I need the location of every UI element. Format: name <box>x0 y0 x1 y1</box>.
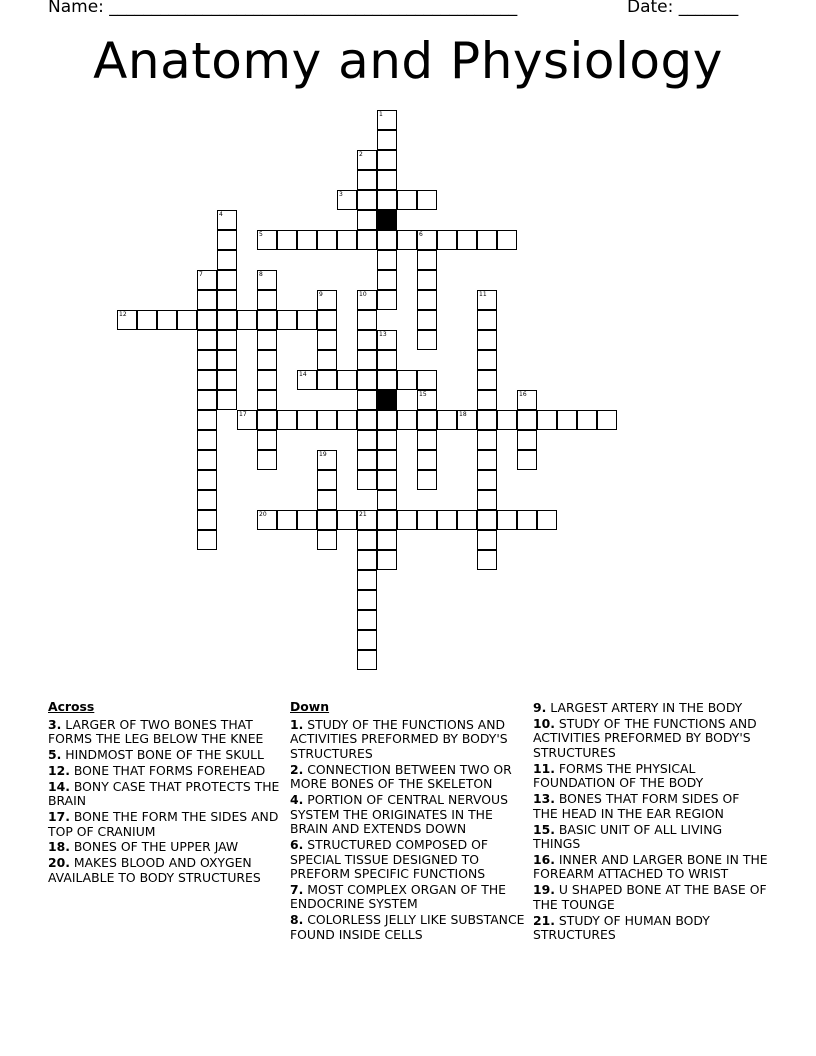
grid-cell[interactable] <box>357 310 377 330</box>
grid-cell[interactable] <box>317 370 337 390</box>
grid-cell[interactable] <box>237 410 257 430</box>
grid-cell[interactable] <box>357 370 377 390</box>
grid-cell[interactable] <box>357 510 377 530</box>
grid-cell[interactable] <box>377 490 397 510</box>
clue-item-text: STRUCTURED COMPOSED OF SPECIAL TISSUE DESIGNED TO PREFORM SPECIFIC FUNCTIONS <box>290 836 488 882</box>
clue-item <box>290 793 525 837</box>
grid-cell[interactable] <box>317 410 337 430</box>
clue-item-text: CONNECTION BETWEEN TWO OR MORE BONES OF THE SKELETON <box>290 761 512 792</box>
grid-cell[interactable] <box>277 230 297 250</box>
grid-cell[interactable] <box>417 310 437 330</box>
grid-cell[interactable] <box>357 610 377 630</box>
grid-cell[interactable] <box>257 370 277 390</box>
grid-cell[interactable] <box>497 230 517 250</box>
grid-cell[interactable] <box>317 310 337 330</box>
grid-cell[interactable] <box>477 370 497 390</box>
clue-item-text: STUDY OF THE FUNCTIONS AND ACTIVITIES PREFORMED BY BODY'S STRUCTURES <box>533 715 757 760</box>
grid-cell[interactable] <box>557 410 577 430</box>
grid-cell[interactable] <box>517 450 537 470</box>
grid-cell[interactable] <box>357 330 377 350</box>
clue-item <box>533 792 768 821</box>
grid-cell[interactable] <box>357 190 377 210</box>
clue-number: 7 <box>199 271 203 278</box>
grid-cell[interactable] <box>377 110 397 130</box>
clue-item <box>48 748 283 763</box>
grid-cell[interactable] <box>197 510 217 530</box>
across-clues <box>48 700 283 886</box>
grid-cell[interactable] <box>477 450 497 470</box>
grid-cell[interactable] <box>197 290 217 310</box>
clue-item-number: 16. <box>533 851 555 867</box>
clue-item-text: BONE THE FORM THE SIDES AND TOP OF CRANIUM <box>48 808 279 839</box>
down-heading: Down <box>290 699 330 714</box>
grid-cell[interactable] <box>477 530 497 550</box>
clue-number: 10 <box>359 291 367 298</box>
grid-cell[interactable] <box>357 350 377 370</box>
grid-cell[interactable] <box>477 490 497 510</box>
grid-cell[interactable] <box>337 410 357 430</box>
grid-cell[interactable] <box>477 390 497 410</box>
black-square <box>377 390 397 410</box>
grid-cell[interactable] <box>377 230 397 250</box>
clue-item <box>533 853 768 882</box>
grid-cell[interactable] <box>357 410 377 430</box>
grid-cell[interactable] <box>417 290 437 310</box>
grid-cell[interactable] <box>157 310 177 330</box>
grid-cell[interactable] <box>277 310 297 330</box>
clue-item-text: MOST COMPLEX ORGAN OF THE ENDOCRINE SYSTEM <box>290 881 507 912</box>
grid-cell[interactable] <box>197 450 217 470</box>
clue-number: 3 <box>339 191 343 198</box>
grid-cell[interactable] <box>217 250 237 270</box>
clue-item <box>48 764 283 779</box>
name-field-label[interactable]: Name: ________________________________________________ <box>48 0 518 17</box>
clue-item <box>533 717 768 761</box>
grid-cell[interactable] <box>277 410 297 430</box>
grid-cell[interactable] <box>377 350 397 370</box>
grid-cell[interactable] <box>357 530 377 550</box>
grid-cell[interactable] <box>137 310 157 330</box>
clue-item-text: BONY CASE THAT PROTECTS THE BRAIN <box>48 778 280 809</box>
grid-cell[interactable] <box>357 550 377 570</box>
grid-cell[interactable] <box>217 230 237 250</box>
clue-item-text: MAKES BLOOD AND OXYGEN AVAILABLE TO BODY STRUCTURES <box>48 855 261 885</box>
grid-cell[interactable] <box>377 330 397 350</box>
grid-cell[interactable] <box>197 470 217 490</box>
clue-item-number: 13. <box>533 791 555 807</box>
clue-item-number: 5. <box>48 746 62 762</box>
clue-item-text: LARGER OF TWO BONES THAT FORMS THE LEG BELOW THE KNEE <box>48 716 264 747</box>
puzzle-title: Anatomy and Physiology <box>93 32 723 90</box>
clue-item-number: 20. <box>48 855 70 871</box>
grid-cell[interactable] <box>417 450 437 470</box>
clue-item-text: HINDMOST BONE OF THE SKULL <box>61 746 264 762</box>
grid-cell[interactable] <box>197 430 217 450</box>
grid-cell[interactable] <box>357 630 377 650</box>
grid-cell[interactable] <box>517 510 537 530</box>
clue-item <box>48 840 283 855</box>
grid-cell[interactable] <box>217 350 237 370</box>
grid-cell[interactable] <box>397 370 417 390</box>
grid-cell[interactable] <box>377 270 397 290</box>
grid-cell[interactable] <box>477 510 497 530</box>
grid-cell[interactable] <box>417 430 437 450</box>
clue-item-number: 18. <box>48 839 70 855</box>
grid-cell[interactable] <box>257 450 277 470</box>
grid-cell[interactable] <box>197 530 217 550</box>
clue-number: 17 <box>239 411 247 418</box>
grid-cell[interactable] <box>257 270 277 290</box>
grid-cell[interactable] <box>297 510 317 530</box>
grid-cell[interactable] <box>257 350 277 370</box>
date-field-label[interactable]: Date: _______ <box>627 0 739 17</box>
clue-item-text: COLORLESS JELLY LIKE SUBSTANCE FOUND INSIDE CELLS <box>290 912 525 942</box>
clue-item-number: 3. <box>48 716 62 732</box>
grid-cell[interactable] <box>257 430 277 450</box>
grid-cell[interactable] <box>437 410 457 430</box>
down-clue-list <box>290 718 525 943</box>
clue-number: 9 <box>319 291 323 298</box>
clue-number: 13 <box>379 331 387 338</box>
grid-cell[interactable] <box>337 370 357 390</box>
grid-cell[interactable] <box>337 230 357 250</box>
clue-number: 2 <box>359 151 363 158</box>
grid-cell[interactable] <box>477 430 497 450</box>
grid-cell[interactable] <box>357 650 377 670</box>
clue-item-number: 11. <box>533 760 555 776</box>
grid-cell[interactable] <box>337 510 357 530</box>
grid-cell[interactable] <box>257 410 277 430</box>
grid-cell[interactable] <box>317 490 337 510</box>
grid-cell[interactable] <box>317 510 337 530</box>
clue-number: 16 <box>519 391 527 398</box>
grid-cell[interactable] <box>477 470 497 490</box>
grid-cell[interactable] <box>377 550 397 570</box>
grid-cell[interactable] <box>457 410 477 430</box>
clue-item <box>48 718 283 747</box>
grid-cell[interactable] <box>257 330 277 350</box>
clue-item <box>48 856 283 885</box>
clue-item-text: BONES OF THE UPPER JAW <box>69 839 239 855</box>
clue-item-text: LARGEST ARTERY IN THE BODY <box>546 700 743 715</box>
grid-cell[interactable] <box>257 510 277 530</box>
grid-cell[interactable] <box>297 410 317 430</box>
clue-item-text: BONES THAT FORM SIDES OF THE HEAD IN THE EAR REGION <box>533 791 740 821</box>
grid-cell[interactable] <box>377 290 397 310</box>
grid-cell[interactable] <box>217 270 237 290</box>
grid-cell[interactable] <box>377 150 397 170</box>
grid-cell[interactable] <box>477 350 497 370</box>
grid-cell[interactable] <box>217 290 237 310</box>
grid-cell[interactable] <box>197 490 217 510</box>
clue-item-number: 7. <box>290 881 304 897</box>
grid-cell[interactable] <box>357 290 377 310</box>
grid-cell[interactable] <box>397 510 417 530</box>
clue-number: 19 <box>319 451 327 458</box>
grid-cell[interactable] <box>217 390 237 410</box>
clue-item-number: 10. <box>533 715 555 731</box>
grid-cell[interactable] <box>297 370 317 390</box>
clue-item <box>290 718 525 762</box>
grid-cell[interactable] <box>197 390 217 410</box>
clue-item-number: 8. <box>290 912 304 928</box>
grid-cell[interactable] <box>357 170 377 190</box>
grid-cell[interactable] <box>477 310 497 330</box>
grid-cell[interactable] <box>197 370 217 390</box>
grid-cell[interactable] <box>377 250 397 270</box>
grid-cell[interactable] <box>217 370 237 390</box>
grid-cell[interactable] <box>257 290 277 310</box>
grid-cell[interactable] <box>357 430 377 450</box>
clue-number: 1 <box>379 111 383 118</box>
grid-cell[interactable] <box>257 310 277 330</box>
clue-item <box>533 701 768 716</box>
clue-item-number: 1. <box>290 716 304 732</box>
clue-item <box>290 913 525 942</box>
clue-number: 18 <box>459 411 467 418</box>
clue-item-text: BONE THAT FORMS FOREHEAD <box>69 762 266 778</box>
clue-number: 6 <box>419 231 423 238</box>
grid-cell[interactable] <box>477 410 497 430</box>
clue-item-text: INNER AND LARGER BONE IN THE FOREARM ATTACHED TO WRIST <box>533 851 768 882</box>
grid-cell[interactable] <box>217 330 237 350</box>
grid-cell[interactable] <box>377 370 397 390</box>
grid-cell[interactable] <box>517 430 537 450</box>
grid-cell[interactable] <box>317 450 337 470</box>
grid-cell[interactable] <box>197 270 217 290</box>
grid-cell[interactable] <box>317 330 337 350</box>
grid-cell[interactable] <box>377 190 397 210</box>
grid-cell[interactable] <box>377 470 397 490</box>
grid-cell[interactable] <box>477 230 497 250</box>
grid-cell[interactable] <box>377 410 397 430</box>
grid-cell[interactable] <box>377 430 397 450</box>
grid-cell[interactable] <box>237 310 257 330</box>
grid-cell[interactable] <box>357 210 377 230</box>
grid-cell[interactable] <box>297 230 317 250</box>
clue-item <box>290 838 525 882</box>
grid-cell[interactable] <box>377 510 397 530</box>
clue-number: 4 <box>219 211 223 218</box>
grid-cell[interactable] <box>357 230 377 250</box>
grid-cell[interactable] <box>357 470 377 490</box>
clue-item <box>290 763 525 792</box>
grid-cell[interactable] <box>417 370 437 390</box>
grid-cell[interactable] <box>417 330 437 350</box>
grid-cell[interactable] <box>317 470 337 490</box>
clue-number: 20 <box>259 511 267 518</box>
grid-cell[interactable] <box>317 350 337 370</box>
clue-item-number: 12. <box>48 762 70 778</box>
down-clue-list-continued <box>533 701 768 943</box>
clue-item-number: 6. <box>290 836 304 852</box>
grid-cell[interactable] <box>477 290 497 310</box>
across-heading: Across <box>48 699 95 714</box>
grid-cell[interactable] <box>417 270 437 290</box>
grid-cell[interactable] <box>257 390 277 410</box>
grid-cell[interactable] <box>317 530 337 550</box>
grid-cell[interactable] <box>197 410 217 430</box>
grid-cell[interactable] <box>357 570 377 590</box>
clue-item <box>533 914 768 943</box>
clue-item-text: FORMS THE PHYSICAL FOUNDATION OF THE BODY <box>533 760 704 791</box>
grid-cell[interactable] <box>537 510 557 530</box>
grid-cell[interactable] <box>597 410 617 430</box>
grid-cell[interactable] <box>397 190 417 210</box>
clue-number: 11 <box>479 291 487 298</box>
grid-cell[interactable] <box>397 230 417 250</box>
grid-cell[interactable] <box>477 330 497 350</box>
clue-item-number: 2. <box>290 761 304 777</box>
grid-cell[interactable] <box>437 510 457 530</box>
grid-cell[interactable] <box>457 230 477 250</box>
clue-number: 12 <box>119 311 127 318</box>
grid-cell[interactable] <box>417 410 437 430</box>
clue-number: 8 <box>259 271 263 278</box>
clue-item-text: STUDY OF THE FUNCTIONS AND ACTIVITIES PREFORMED BY BODY'S STRUCTURES <box>290 716 508 761</box>
grid-cell[interactable] <box>417 390 437 410</box>
grid-cell[interactable] <box>257 230 277 250</box>
grid-cell[interactable] <box>297 310 317 330</box>
grid-cell[interactable] <box>357 590 377 610</box>
clue-item-number: 19. <box>533 882 555 898</box>
clue-item-text: U SHAPED BONE AT THE BASE OF THE TOUNGE <box>533 882 767 912</box>
grid-cell[interactable] <box>117 310 137 330</box>
grid-cell[interactable] <box>457 510 477 530</box>
clue-item-text: PORTION OF CENTRAL NERVOUS SYSTEM THE ORIGINATES IN THE BRAIN AND EXTENDS DOWN <box>290 791 508 837</box>
across-clue-list <box>48 718 283 886</box>
clue-number: 14 <box>299 371 307 378</box>
grid-cell[interactable] <box>497 410 517 430</box>
clue-item-number: 21. <box>533 912 555 928</box>
grid-cell[interactable] <box>357 450 377 470</box>
grid-cell[interactable] <box>417 250 437 270</box>
down-clues <box>290 700 525 944</box>
clue-number: 5 <box>259 231 263 238</box>
grid-cell[interactable] <box>477 550 497 570</box>
grid-cell[interactable] <box>317 230 337 250</box>
clue-item-number: 17. <box>48 808 70 824</box>
grid-cell[interactable] <box>217 210 237 230</box>
clue-item <box>533 762 768 791</box>
clue-item-number: 14. <box>48 778 70 794</box>
clue-item <box>48 810 283 839</box>
clue-number: 15 <box>419 391 427 398</box>
grid-cell[interactable] <box>517 390 537 410</box>
clue-item-text: BASIC UNIT OF ALL LIVING THINGS <box>533 821 723 852</box>
clue-item-text: STUDY OF HUMAN BODY STRUCTURES <box>533 912 710 943</box>
black-square <box>377 210 397 230</box>
grid-cell[interactable] <box>377 450 397 470</box>
grid-cell[interactable] <box>377 170 397 190</box>
grid-cell[interactable] <box>417 510 437 530</box>
grid-cell[interactable] <box>517 410 537 430</box>
grid-cell[interactable] <box>197 350 217 370</box>
down-clues-continued <box>533 701 768 944</box>
grid-cell[interactable] <box>437 230 457 250</box>
clue-item-number: 15. <box>533 821 555 837</box>
clue-item <box>48 780 283 809</box>
grid-cell[interactable] <box>317 290 337 310</box>
clue-item <box>290 883 525 912</box>
grid-cell[interactable] <box>197 310 217 330</box>
grid-cell[interactable] <box>417 190 437 210</box>
clue-item-number: 4. <box>290 791 304 807</box>
grid-cell[interactable] <box>337 190 357 210</box>
grid-cell[interactable] <box>197 330 217 350</box>
grid-cell[interactable] <box>277 510 297 530</box>
grid-cell[interactable] <box>537 410 557 430</box>
grid-cell[interactable] <box>417 230 437 250</box>
clue-item <box>533 883 768 912</box>
grid-cell[interactable] <box>417 470 437 490</box>
grid-cell[interactable] <box>357 390 377 410</box>
grid-cell[interactable] <box>397 410 417 430</box>
grid-cell[interactable] <box>377 130 397 150</box>
grid-cell[interactable] <box>377 530 397 550</box>
clue-item <box>533 823 768 852</box>
clue-number: 21 <box>359 511 367 518</box>
grid-cell[interactable] <box>357 150 377 170</box>
clue-item-number: 9. <box>533 700 547 715</box>
grid-cell[interactable] <box>577 410 597 430</box>
grid-cell[interactable] <box>217 310 237 330</box>
grid-cell[interactable] <box>497 510 517 530</box>
grid-cell[interactable] <box>177 310 197 330</box>
